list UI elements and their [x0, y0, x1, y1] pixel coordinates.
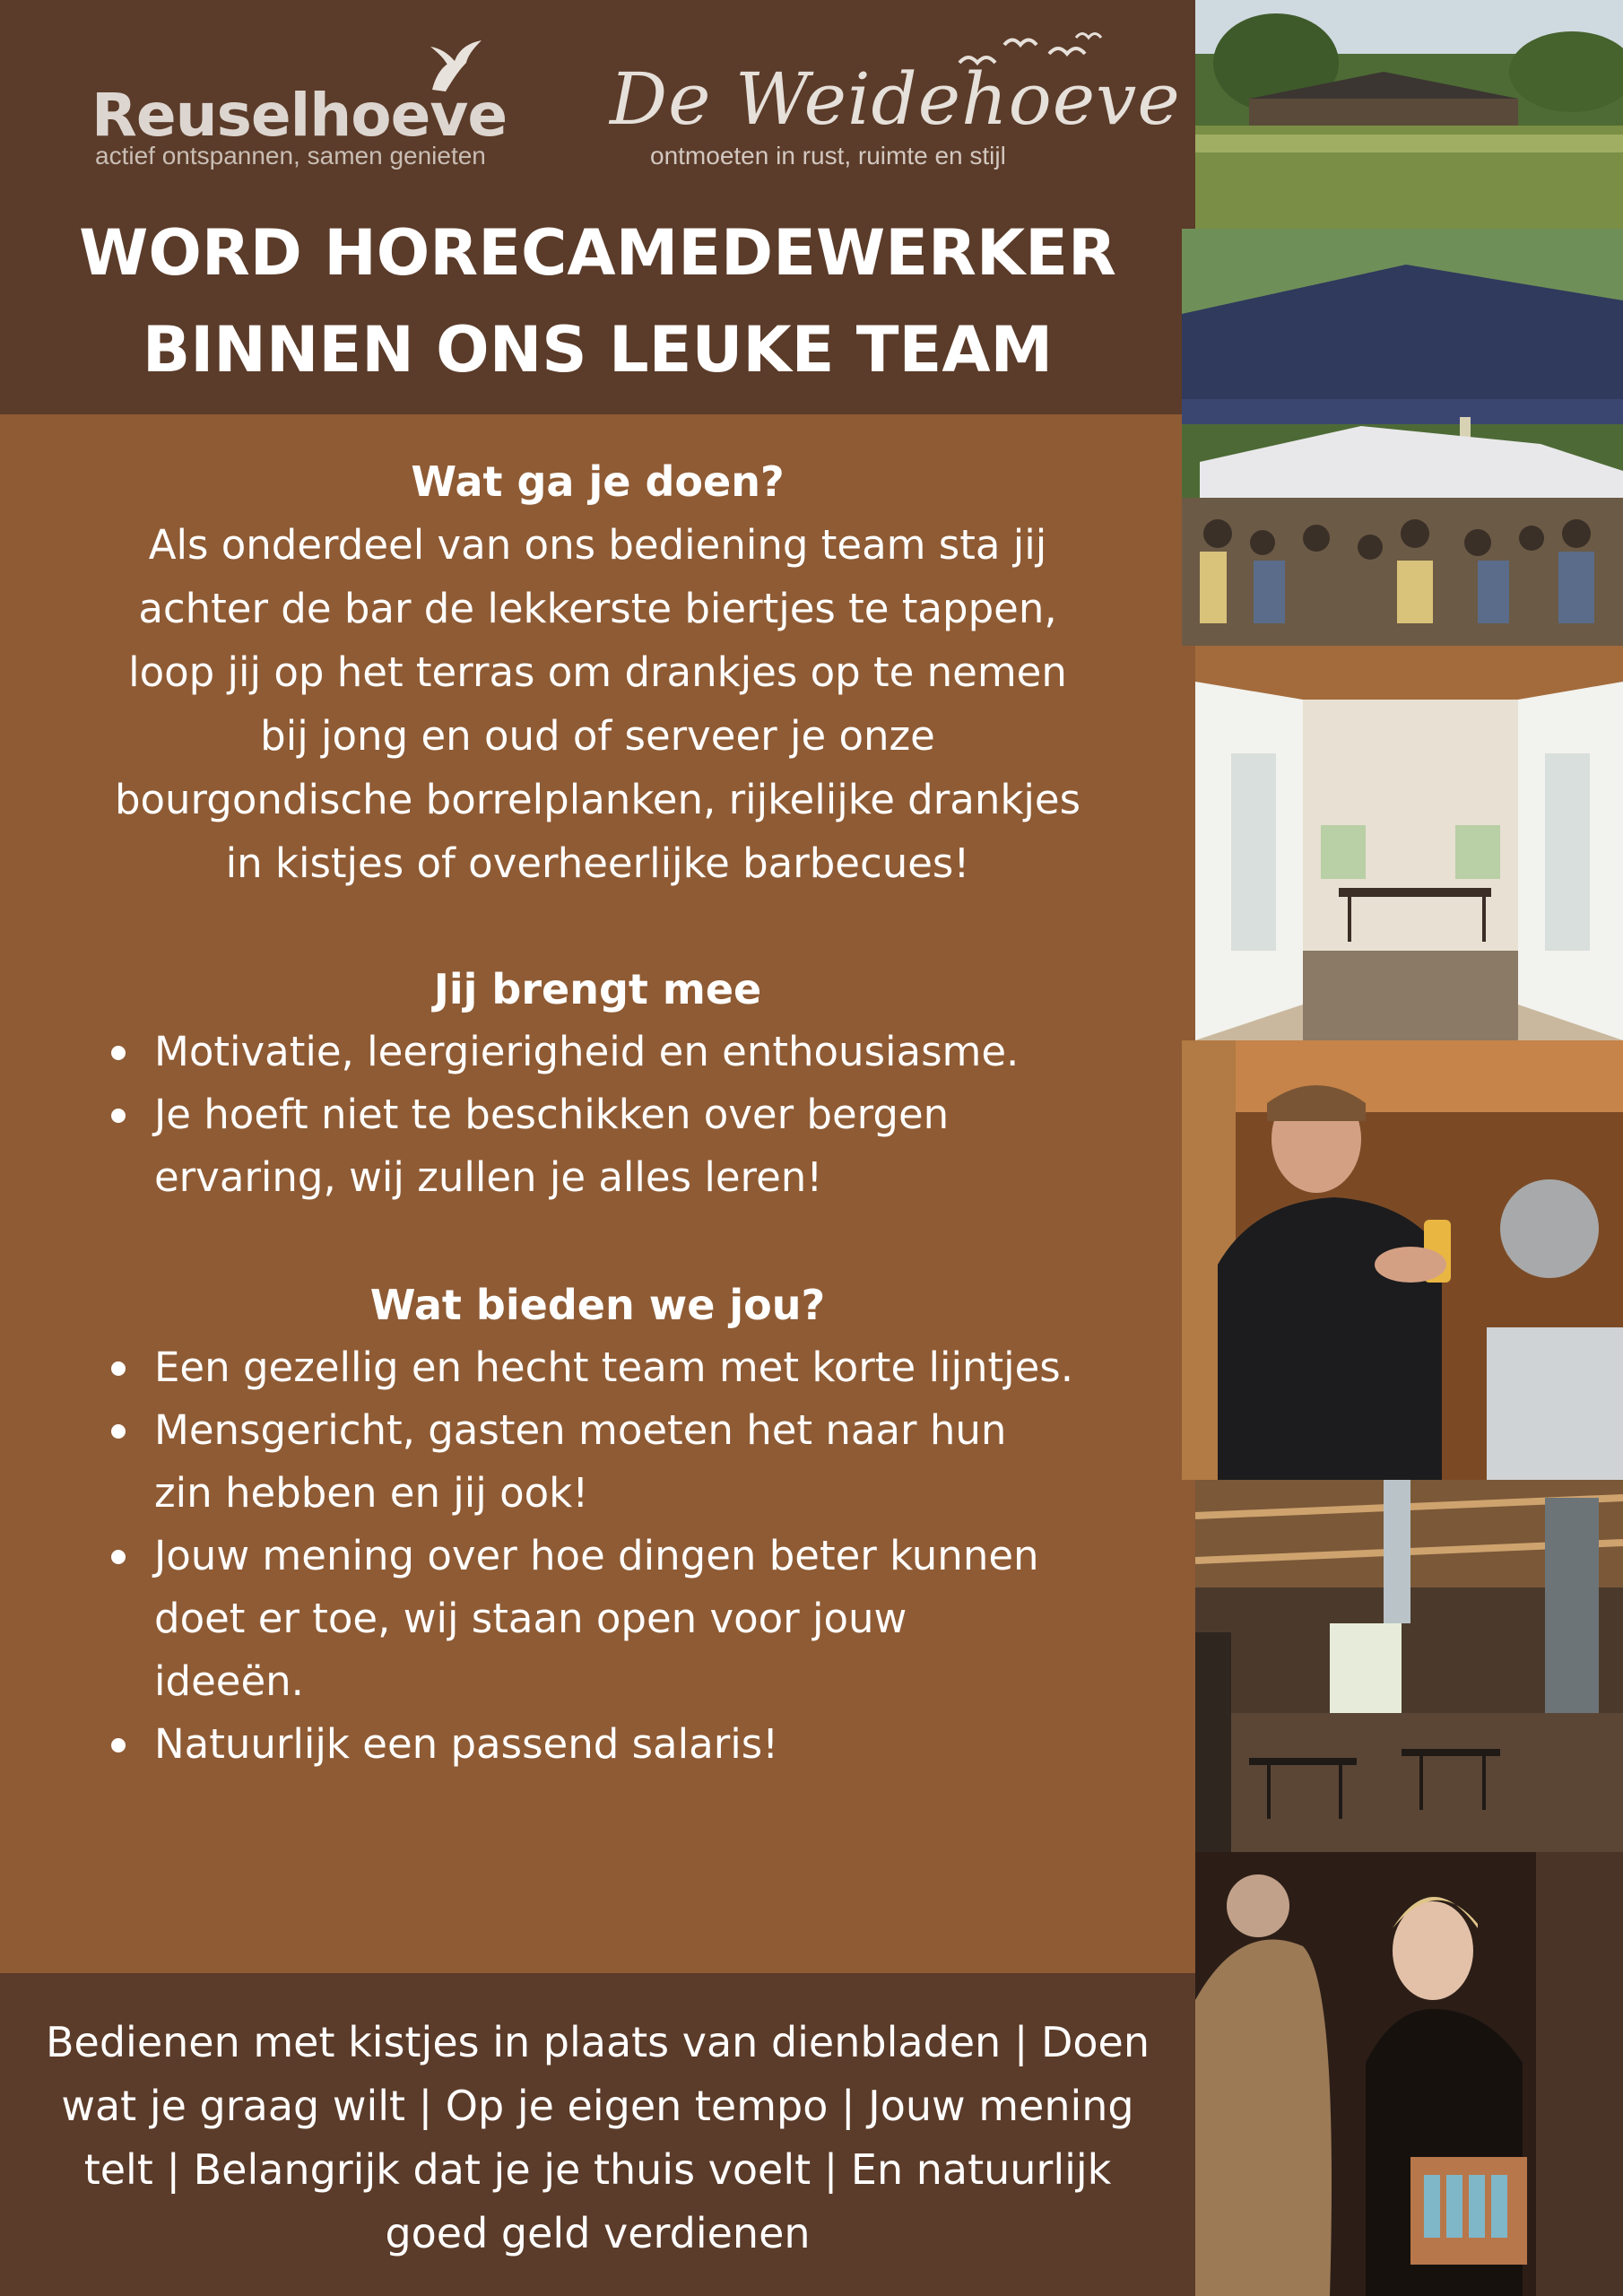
list-item [154, 1083, 1123, 1209]
header-band [0, 0, 1195, 414]
list-item [154, 1399, 1123, 1525]
list-item-text: Een gezellig en hecht team met korte lijntjes. [154, 1344, 1074, 1391]
headline-line-2: BINNEN ONS LEUKE TEAM [142, 313, 1054, 387]
headline-line-1: WORD HORECAMEDEWERKER [79, 216, 1116, 290]
section-offer [0, 1274, 1195, 1776]
list-item-text: Natuurlijk een passend salaris! [154, 1720, 779, 1768]
list-item [154, 1021, 1123, 1083]
weidehoeve-tagline: ontmoeten in rust, ruimte en stijl [650, 142, 1006, 170]
list-item-text: Jouw mening over hoe dingen beter kunnen [154, 1532, 1039, 1579]
requirements-list [0, 1021, 1195, 1209]
text-line: bij jong en oud of serveer je onze [260, 712, 935, 760]
list-item [154, 1525, 1123, 1713]
section-tasks-heading: Wat ga je doen? [411, 457, 785, 506]
list-item-text: Motivatie, leergierigheid en enthousiasme. [154, 1028, 1020, 1075]
footer-band [0, 1973, 1195, 2296]
text-line: in kistjes of overheerlijke barbecues! [225, 839, 970, 887]
footer-text [18, 2011, 1177, 2266]
headline [0, 204, 1195, 398]
list-item-text: Mensgericht, gasten moeten het naar hun [154, 1406, 1007, 1454]
list-item-text: ervaring, wij zullen je alles leren! [154, 1153, 823, 1201]
section-requirements [0, 958, 1195, 1209]
list-item [154, 1336, 1123, 1399]
reuselhoeve-name: Reuselhoeve [91, 81, 508, 150]
weidehoeve-logo [610, 27, 1181, 179]
content-band [0, 414, 1195, 1973]
footer-line: Bedienen met kistjes in plaats van dienbladen | Doen [46, 2018, 1150, 2066]
offer-list [0, 1336, 1195, 1776]
photo-column [1182, 0, 1623, 2296]
text-line: achter de bar de lekkerste biertjes te tappen, [138, 585, 1057, 632]
footer-line: goed geld verdienen [385, 2209, 811, 2257]
list-item-text: Je hoeft niet te beschikken over bergen [154, 1091, 950, 1138]
list-item-text: ideeën. [154, 1657, 304, 1705]
photo-waitress-crate [1195, 1852, 1623, 2296]
section-offer-heading: Wat bieden we jou? [369, 1281, 826, 1329]
section-tasks-text [0, 513, 1195, 895]
photo-terrace [1182, 229, 1623, 646]
list-item-text: doet er toe, wij staan open voor jouw [154, 1595, 907, 1642]
text-line: loop jij op het terras om drankjes op te nemen [128, 648, 1067, 696]
weidehoeve-name: De Weidehoeve [610, 57, 1181, 141]
text-line: bourgondische borrelplanken, rijkelijke drankjes [114, 776, 1081, 823]
footer-line: telt | Belangrijk dat je je thuis voelt | En natuurlijk [83, 2145, 1112, 2194]
list-item-text: zin hebben en jij ook! [154, 1469, 589, 1517]
reuselhoeve-logo [91, 36, 508, 179]
footer-line: wat je graag wilt | Op je eigen tempo | Jouw mening [61, 2082, 1134, 2130]
reuselhoeve-tagline: actief ontspannen, samen genieten [95, 142, 486, 170]
photo-interior-doors [1195, 646, 1623, 1040]
text-line: Als onderdeel van ons bediening team sta jij [148, 521, 1047, 569]
list-item [154, 1713, 1123, 1776]
photo-farm-landscape [1195, 0, 1623, 229]
section-requirements-heading: Jij brengt mee [433, 965, 762, 1013]
photo-restaurant-hall [1195, 1480, 1623, 1852]
photo-bartender [1182, 1040, 1623, 1480]
section-tasks [0, 450, 1195, 895]
